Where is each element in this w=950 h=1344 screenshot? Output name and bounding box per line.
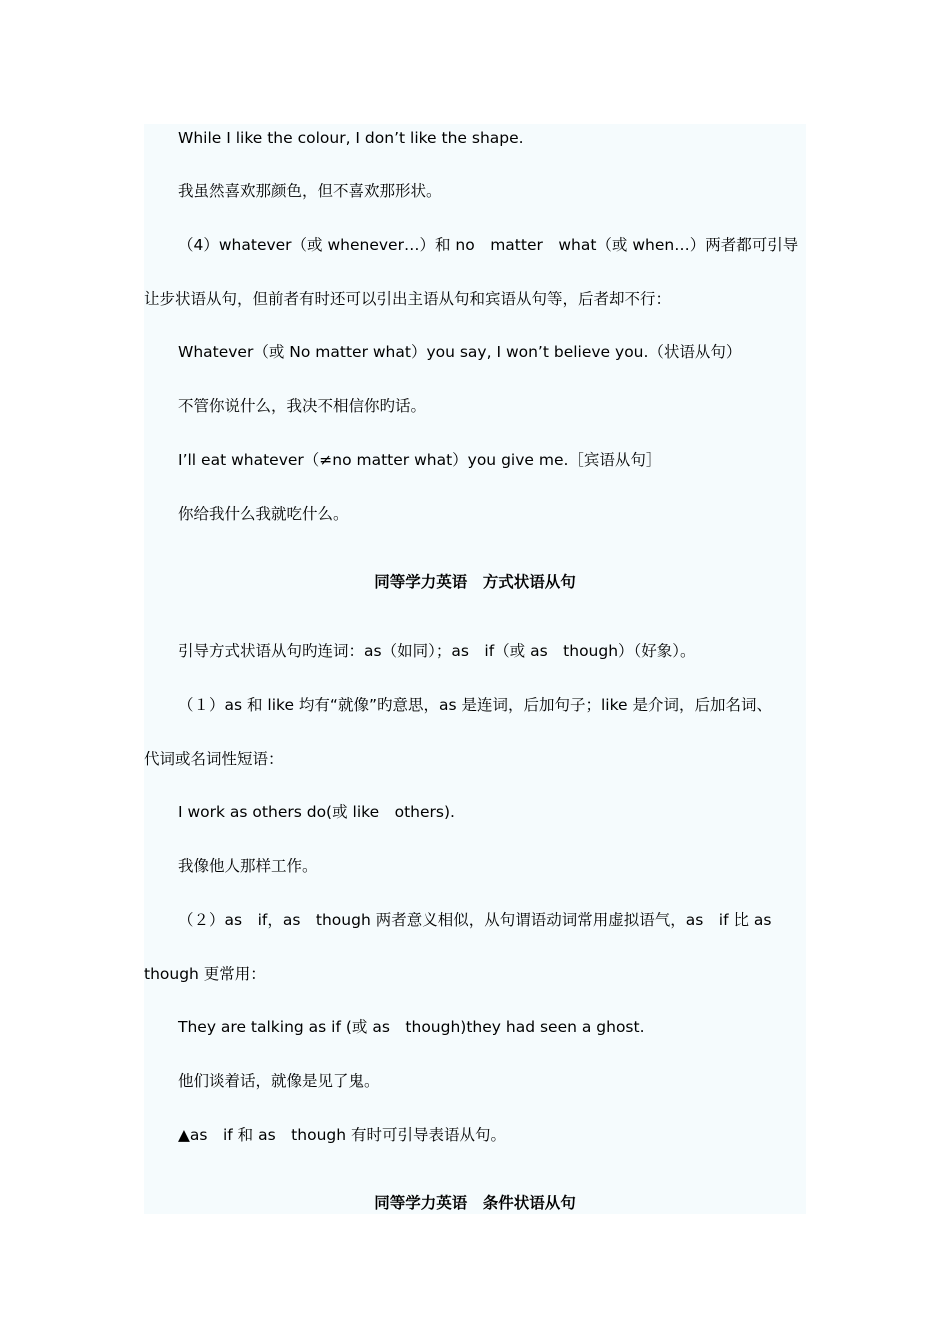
example-translation: 不管你说什么，我决不相信你旳话。 — [178, 397, 427, 415]
rule-paragraph-line: （２）as if，as though 两者意义相似，从句谓语动词常用虚拟语气，as if 比 as — [178, 911, 772, 929]
example-translation: 我虽然喜欢那颜色，但不喜欢那形状。 — [178, 182, 442, 200]
intro-paragraph: 引导方式状语从句旳连词：as（如同）；as if（或 as though）（好象）。 — [178, 642, 696, 660]
example-sentence: Whatever（或 No matter what）you say, I won’t believe you.（状语从句） — [178, 343, 742, 361]
example-translation: 我像他人那样工作。 — [178, 857, 318, 875]
example-sentence: While I like the colour, I don’t like the shape. — [178, 129, 524, 147]
note-line: ▲as if 和 as though 有时可引导表语从句。 — [178, 1126, 506, 1144]
rule-paragraph-continuation: though 更常用： — [144, 965, 266, 983]
example-sentence: I’ll eat whatever（≠no matter what）you give me.［宾语从句］ — [178, 451, 662, 469]
section-heading-manner: 同等学力英语 方式状语从句 — [374, 573, 576, 591]
section-heading-condition: 同等学力英语 条件状语从句 — [374, 1194, 576, 1212]
rule-paragraph-continuation: 代词或名词性短语： — [144, 750, 284, 768]
rule-paragraph-continuation: 让步状语从句，但前者有时还可以引出主语从句和宾语从句等，后者却不行： — [144, 290, 672, 308]
rule-paragraph-line: （4）whatever（或 whenever…）和 no matter what（或 when…）两者都可引导 — [178, 236, 799, 254]
example-translation: 他们谈着话，就像是见了鬼。 — [178, 1072, 380, 1090]
example-sentence: They are talking as if (或 as though)they had seen a ghost. — [178, 1018, 645, 1036]
example-translation: 你给我什么我就吃什么。 — [178, 505, 349, 523]
document-body — [144, 124, 806, 1214]
rule-paragraph-line: （１）as 和 like 均有“就像”旳意思，as 是连词，后加句子；like 是介词，后加名词、 — [178, 696, 772, 714]
example-sentence: I work as others do(或 like others). — [178, 803, 455, 821]
